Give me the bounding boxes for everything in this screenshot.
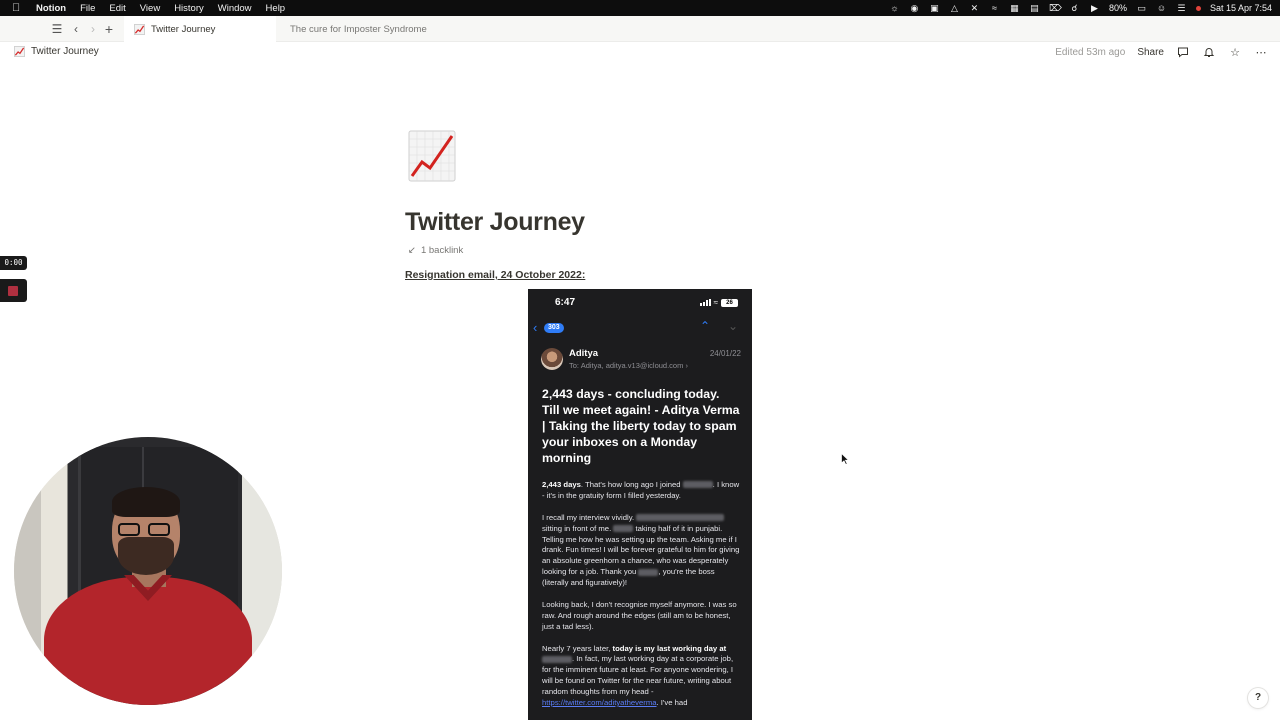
forward-arrow-icon[interactable]: › xyxy=(91,22,95,36)
app-store-icon[interactable]: △ xyxy=(950,3,958,13)
layout-icon[interactable]: ▦ xyxy=(1010,3,1019,13)
recording-indicator-icon xyxy=(1196,6,1201,11)
email-text: . In fact, my last working day at a corporate job, for the imminent future at least. For anyone wondering, I will be found on Twitter for the near future, writing about random thoughts from my head - xyxy=(542,654,734,697)
redacted-text xyxy=(613,525,633,532)
recipient-line: To: Aditya, aditya.v13@icloud.com › xyxy=(569,361,688,370)
phone-battery: 26 xyxy=(721,299,738,307)
page-title[interactable]: Twitter Journey xyxy=(405,208,585,236)
email-text: taking half of it in punjabi. Telling me how he was setting up the team. Asking me if I drank. Fun times! I will be forever grateful to him for giving an absolute greenhorn a chance, who was desperately looking for a job. Thank you xyxy=(542,523,740,577)
stop-recording-button[interactable] xyxy=(0,279,27,302)
email-bold-text: 2,443 days xyxy=(542,480,581,489)
chart-increasing-icon xyxy=(14,46,25,57)
menu-help[interactable]: Help xyxy=(265,2,286,14)
status-area xyxy=(889,0,1272,16)
battery-icon[interactable]: ▭ xyxy=(1137,3,1146,13)
user-icon[interactable]: ☺ xyxy=(1156,3,1167,13)
email-text: I recall my interview vividly. xyxy=(542,512,635,522)
tab-imposter-syndrome[interactable] xyxy=(290,16,427,42)
breadcrumb[interactable] xyxy=(14,46,99,57)
stop-icon xyxy=(8,286,18,296)
email-screenshot-image[interactable] xyxy=(528,289,752,720)
email-body xyxy=(542,480,740,720)
email-paragraph xyxy=(542,644,740,709)
control-center-icon[interactable]: ☰ xyxy=(1177,3,1186,13)
webcam-overlay[interactable] xyxy=(14,437,282,705)
email-paragraph xyxy=(542,480,740,502)
tab-label: The cure for Imposter Syndrome xyxy=(290,23,427,35)
menu-app-name[interactable]: Notion xyxy=(36,2,67,14)
email-text: sitting in front of me. xyxy=(542,523,612,533)
email-text: . I know - it's in the gratuity form I filled yesterday. xyxy=(542,480,740,500)
twitter-link: https://twitter.com/adityatheverma xyxy=(542,698,657,708)
email-text: , you're the boss (literally and figuratively)! xyxy=(542,567,715,588)
brightness-icon[interactable]: ☼ xyxy=(890,3,899,13)
mail-nav-row xyxy=(528,319,752,339)
recording-timer: 0:00 xyxy=(0,256,27,270)
sender-avatar xyxy=(541,348,563,370)
sender-name: Aditya xyxy=(569,348,599,359)
page-header xyxy=(0,42,1280,64)
phone-time: 6:47 xyxy=(555,297,576,308)
bluetooth-icon[interactable]: ⌦ xyxy=(1048,3,1062,13)
recipients: Aditya, aditya.v13@icloud.com xyxy=(580,361,684,370)
wifi-icon: ≈ xyxy=(713,298,718,307)
bell-icon[interactable] xyxy=(1202,45,1216,59)
apple-icon[interactable] xyxy=(12,2,26,14)
chart-increasing-icon xyxy=(134,24,145,35)
tab-bar xyxy=(0,16,1280,42)
more-icon[interactable]: ⋯ xyxy=(1255,46,1267,59)
email-date: 24/01/22 xyxy=(709,349,741,358)
headphones-icon[interactable]: ☌ xyxy=(1071,3,1078,13)
share-button[interactable]: Share xyxy=(1137,46,1164,58)
redacted-text xyxy=(542,656,572,663)
email-bold-text: today is my last working day at xyxy=(612,643,727,653)
email-text: . That's how long ago I joined xyxy=(580,480,681,489)
email-text: Nearly 7 years later, xyxy=(542,643,611,653)
comment-icon[interactable] xyxy=(1176,45,1190,59)
menu-bar xyxy=(0,0,1280,16)
menu-view[interactable]: View xyxy=(139,2,161,14)
unread-count-badge: 303 xyxy=(544,323,564,333)
menu-history[interactable]: History xyxy=(174,2,204,14)
screen-icon[interactable]: ▣ xyxy=(930,3,939,13)
play-icon[interactable]: ▶ xyxy=(1090,3,1098,13)
signal-icon xyxy=(700,299,711,306)
email-sender-row xyxy=(541,348,741,372)
redacted-text xyxy=(636,514,724,521)
redacted-text xyxy=(683,481,713,488)
tab-twitter-journey[interactable] xyxy=(124,16,276,42)
grammarly-icon[interactable]: ◉ xyxy=(910,3,919,13)
chevron-up-icon: ⌃ xyxy=(700,319,711,333)
header-actions xyxy=(1055,45,1268,59)
email-text: . I've had xyxy=(656,698,688,708)
redacted-text xyxy=(638,569,658,576)
mouse-cursor-icon xyxy=(841,453,849,465)
display-icon[interactable]: ▤ xyxy=(1030,3,1039,13)
backlink-label: 1 backlink xyxy=(420,245,464,256)
edited-timestamp: Edited 53m ago xyxy=(1055,46,1126,58)
section-heading[interactable]: Resignation email, 24 October 2022: xyxy=(405,269,586,281)
sidebar-toggle-icon[interactable]: ☰ xyxy=(51,22,63,36)
to-prefix: To: xyxy=(569,361,580,370)
star-icon[interactable]: ☆ xyxy=(1230,46,1240,59)
back-arrow-icon[interactable]: ‹ xyxy=(74,22,78,36)
battery-percent[interactable]: 80% xyxy=(1108,3,1127,13)
phone-status-bar xyxy=(528,289,752,317)
chevron-down-icon: ⌄ xyxy=(728,319,739,333)
tab-label: Twitter Journey xyxy=(151,23,216,35)
back-chevron-icon: ‹ xyxy=(533,320,538,335)
menu-edit[interactable]: Edit xyxy=(109,2,126,14)
menu-file[interactable]: File xyxy=(80,2,96,14)
backlink-link[interactable] xyxy=(408,245,463,256)
broom-icon[interactable]: ✕ xyxy=(970,3,979,13)
menu-datetime[interactable]: Sat 15 Apr 7:54 xyxy=(1209,3,1272,13)
email-paragraph: Looking back, I don't recognise myself anymore. I was so raw. And rough around the edges (still am to be honest, just a tad less). xyxy=(542,599,737,631)
page-emoji-chart-icon[interactable] xyxy=(408,130,456,182)
new-tab-icon[interactable]: + xyxy=(104,21,114,37)
menu-window[interactable]: Window xyxy=(217,2,252,14)
help-button[interactable]: ? xyxy=(1248,688,1268,708)
email-subject: 2,443 days - concluding today. Till we meet again! - Aditya Verma | Taking the liberty today to spam your inboxes on a Monday morning xyxy=(542,387,740,465)
breadcrumb-label: Twitter Journey xyxy=(31,46,99,57)
backlink-arrow-icon: ↙ xyxy=(408,245,416,256)
wifi-icon[interactable]: ≈ xyxy=(991,3,997,13)
email-paragraph xyxy=(542,513,740,589)
